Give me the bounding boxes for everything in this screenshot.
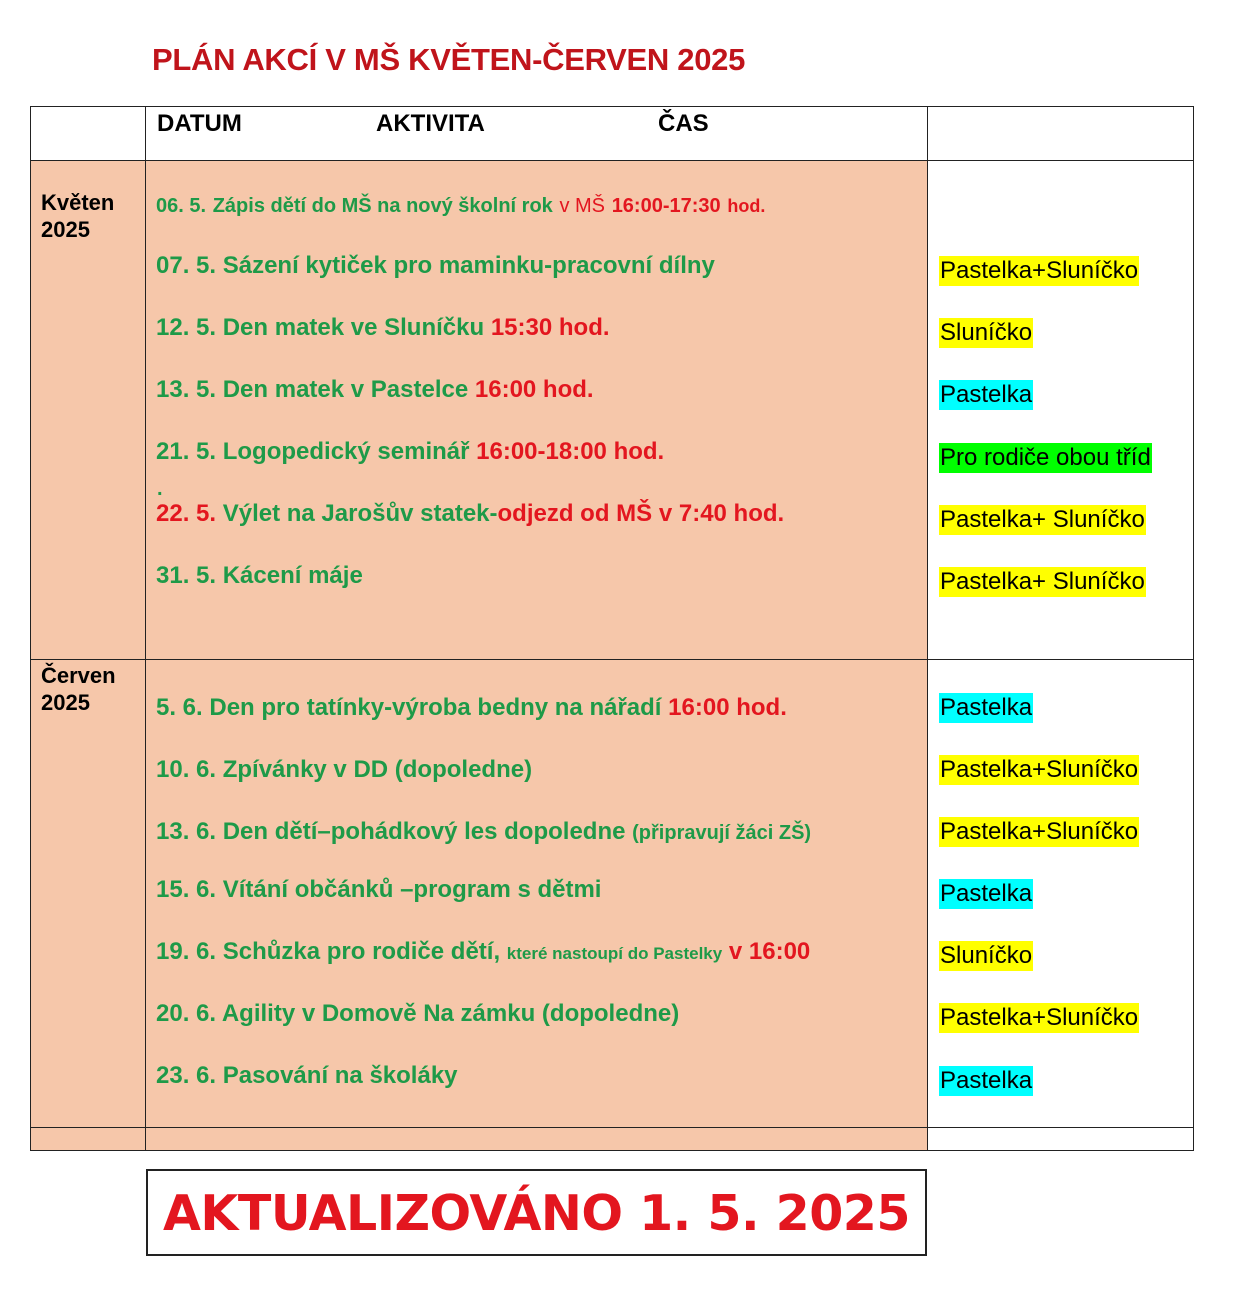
footer-events-cell — [145, 1128, 927, 1150]
event-place: v MŠ — [559, 195, 606, 217]
month-label-may — [41, 189, 114, 243]
event-row — [156, 561, 363, 591]
month-year: 2025 — [41, 217, 90, 242]
table-line — [30, 1127, 1194, 1128]
event-row — [156, 937, 810, 969]
event-row — [156, 313, 610, 343]
event-date: 13. 6. — [156, 818, 217, 845]
event-text: Agility v Domově Na zámku (dopoledne) — [221, 1000, 680, 1027]
table-line — [30, 1150, 1194, 1151]
event-date: 21. 5. — [156, 438, 217, 465]
stray-dot: . — [157, 478, 163, 500]
header-aktivita: AKTIVITA — [376, 110, 485, 137]
updated-label: AKTUALIZOVÁNO 1. 5. 2025 — [163, 1185, 910, 1242]
event-row — [156, 693, 787, 723]
event-row — [156, 1061, 458, 1091]
month-name: Červen — [41, 663, 116, 688]
event-date: 19. 6. — [156, 938, 217, 965]
event-date: 12. 5. — [156, 314, 217, 341]
event-text: Logopedický seminář — [222, 438, 470, 465]
table-line — [1193, 106, 1194, 1151]
month-name: Květen — [41, 190, 115, 215]
event-text: Den matek ve Sluníčku — [222, 314, 485, 341]
event-text: Sázení kytiček pro maminku-pracovní dílny — [222, 252, 715, 279]
event-row — [156, 755, 532, 785]
event-unit: hod. — [727, 196, 766, 216]
event-row — [156, 190, 765, 221]
event-row — [156, 251, 715, 281]
table-line — [927, 106, 928, 1151]
group-tag: Sluníčko — [940, 319, 1033, 346]
group-tag: Pastelka — [940, 1067, 1033, 1094]
header-datum: DATUM — [157, 110, 242, 137]
month-label-june — [41, 662, 116, 716]
group-tag: Pastelka+ Sluníčko — [940, 568, 1145, 595]
footer-label-cell — [30, 1128, 145, 1150]
event-row — [156, 875, 601, 905]
event-date: 23. 6. — [156, 1062, 217, 1089]
event-text: Výlet na Jarošův statek- — [222, 500, 498, 527]
event-text: Schůzka pro rodiče dětí, — [222, 938, 501, 965]
group-tag: Pastelka — [940, 694, 1033, 721]
event-row — [156, 499, 784, 529]
event-time: 16:00 hod. — [474, 376, 594, 403]
event-text: Den dětí–pohádkový les dopoledne — [222, 818, 626, 845]
event-date: 10. 6. — [156, 756, 217, 783]
event-time: 16:00 hod. — [668, 694, 787, 721]
group-tag: Sluníčko — [940, 942, 1033, 969]
event-time: v 16:00 — [728, 938, 811, 965]
event-row — [156, 817, 811, 848]
event-note: (připravují žáci ZŠ) — [632, 822, 812, 844]
group-tag: Pro rodiče obou tříd — [940, 444, 1151, 471]
group-tag: Pastelka — [940, 880, 1033, 907]
table-line — [145, 106, 146, 1151]
month-year: 2025 — [41, 690, 90, 715]
group-tag: Pastelka+Sluníčko — [940, 1004, 1139, 1031]
group-tag: Pastelka+ Sluníčko — [940, 506, 1145, 533]
event-note: které nastoupí do Pastelky — [506, 944, 723, 963]
table-line — [30, 106, 1194, 107]
table-line — [30, 160, 1194, 161]
header-cas: ČAS — [658, 110, 709, 137]
event-date: 22. 5. — [156, 500, 217, 527]
group-tag: Pastelka+Sluníčko — [940, 257, 1139, 284]
event-date: 06. 5. — [156, 195, 207, 217]
page-title: PLÁN AKCÍ V MŠ KVĚTEN-ČERVEN 2025 — [152, 42, 746, 77]
event-text: Den matek v Pastelce — [222, 376, 469, 403]
event-time: 15:30 hod. — [490, 314, 610, 341]
june-label-cell — [30, 660, 145, 1128]
event-text: Zápis dětí do MŠ na nový školní rok — [212, 195, 553, 217]
table-line — [30, 106, 31, 1151]
event-date: 31. 5. — [156, 562, 217, 589]
event-text: Vítání občánků –program s dětmi — [222, 876, 602, 903]
event-time: 16:00-18:00 hod. — [476, 438, 665, 465]
event-text: Kácení máje — [222, 562, 363, 589]
event-date: 13. 5. — [156, 376, 217, 403]
event-text: Pasování na školáky — [222, 1062, 458, 1089]
event-text: Zpívánky v DD (dopoledne) — [222, 756, 533, 783]
group-tag: Pastelka+Sluníčko — [940, 756, 1139, 783]
table-line — [30, 659, 1194, 660]
event-row — [156, 375, 594, 405]
event-text: Den pro tatínky-výroba bedny na nářadí — [209, 694, 662, 721]
event-date: 15. 6. — [156, 876, 217, 903]
updated-box — [146, 1169, 927, 1256]
event-date: 07. 5. — [156, 252, 217, 279]
group-tag: Pastelka — [940, 381, 1033, 408]
event-date: 20. 6. — [156, 1000, 217, 1027]
event-time: 16:00-17:30 — [611, 195, 721, 217]
event-row — [156, 999, 679, 1029]
event-time: odjezd od MŠ v 7:40 hod. — [497, 500, 785, 527]
event-row — [156, 437, 664, 467]
group-tag: Pastelka+Sluníčko — [940, 818, 1139, 845]
event-date: 5. 6. — [156, 694, 203, 721]
